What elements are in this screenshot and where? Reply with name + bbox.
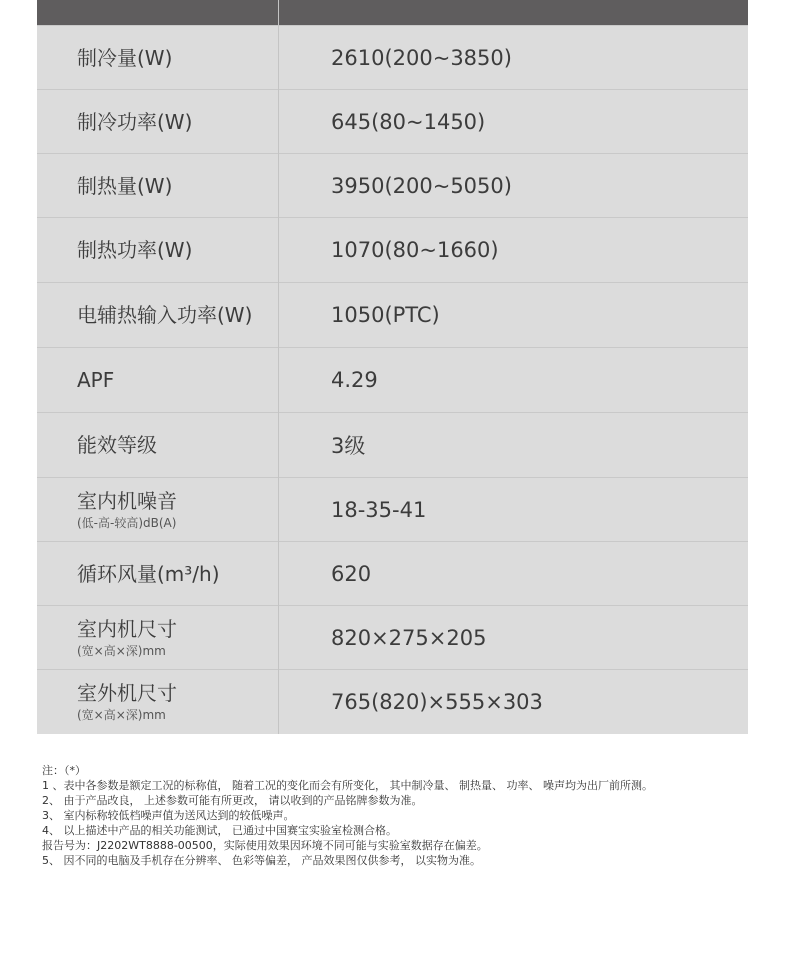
spec-label: 室内机噪音 <box>77 488 177 513</box>
note-line: 5、 因不同的电脑及手机存在分辨率、 色彩等偏差， 产品效果图仅供参考， 以实物为准。 <box>42 854 481 867</box>
spec-row-outdoor-size <box>37 669 748 733</box>
footnotes <box>42 763 782 868</box>
spec-label: 能效等级 <box>77 432 157 457</box>
spec-label: 制冷量(W) <box>77 45 173 70</box>
spec-row-airflow <box>37 541 748 605</box>
spec-row-apf <box>37 347 748 411</box>
spec-value: 3950(200~5050) <box>331 173 512 198</box>
note-line: 4、 以上描述中产品的相关功能测试， 已通过中国赛宝实验室检测合格。 <box>42 824 397 837</box>
spec-label: 室外机尺寸 <box>77 680 177 705</box>
table-header-bar <box>37 0 748 25</box>
note-line: 3、 室内标称较低档噪声值为送风达到的较低噪声。 <box>42 809 295 822</box>
spec-sublabel: (低-高-较高)dB(A) <box>77 515 177 530</box>
spec-table <box>37 0 748 734</box>
spec-value: 620 <box>331 561 372 586</box>
spec-label: 制热量(W) <box>77 173 173 198</box>
spec-value: 1050(PTC) <box>331 302 440 327</box>
spec-label: 循环风量(m³/h) <box>77 561 220 586</box>
note-line: 1 、表中各参数是额定工况的标称值， 随着工况的变化而会有所变化， 其中制冷量、 制热量、 功率、 噪声均为出厂前所测。 <box>42 779 653 792</box>
spec-label: APF <box>77 367 115 392</box>
spec-value: 820×275×205 <box>331 625 487 650</box>
note-line: 注：（*） <box>42 764 86 777</box>
spec-value: 1070(80~1660) <box>331 237 499 262</box>
note-line: 报告号为：J2202WT8888-00500，实际使用效果因环境不同可能与实验室数据存在偏差。 <box>42 839 488 852</box>
spec-value: 3级 <box>331 433 366 458</box>
spec-label: 制冷功率(W) <box>77 109 193 134</box>
spec-value: 2610(200~3850) <box>331 45 512 70</box>
spec-value: 765(820)×555×303 <box>331 689 543 714</box>
spec-row-indoor-size <box>37 605 748 669</box>
spec-row-heating-power <box>37 217 748 281</box>
spec-row-indoor-noise <box>37 477 748 541</box>
spec-label: 制热功率(W) <box>77 237 193 262</box>
column-divider <box>278 0 279 734</box>
spec-value: 645(80~1450) <box>331 109 486 134</box>
spec-row-cooling-power <box>37 89 748 153</box>
spec-row-heating-capacity <box>37 153 748 217</box>
spec-row-cooling-capacity <box>37 25 748 89</box>
spec-sublabel: (宽×高×深)mm <box>77 643 166 658</box>
spec-row-energy-grade <box>37 412 748 476</box>
spec-value: 18-35-41 <box>331 497 427 522</box>
spec-label: 电辅热输入功率(W) <box>77 302 253 327</box>
spec-label: 室内机尺寸 <box>77 616 177 641</box>
note-line: 2、 由于产品改良， 上述参数可能有所更改， 请以收到的产品铭牌参数为准。 <box>42 794 423 807</box>
spec-row-aux-heating-power <box>37 282 748 346</box>
spec-sublabel: (宽×高×深)mm <box>77 707 166 722</box>
spec-value: 4.29 <box>331 367 378 392</box>
